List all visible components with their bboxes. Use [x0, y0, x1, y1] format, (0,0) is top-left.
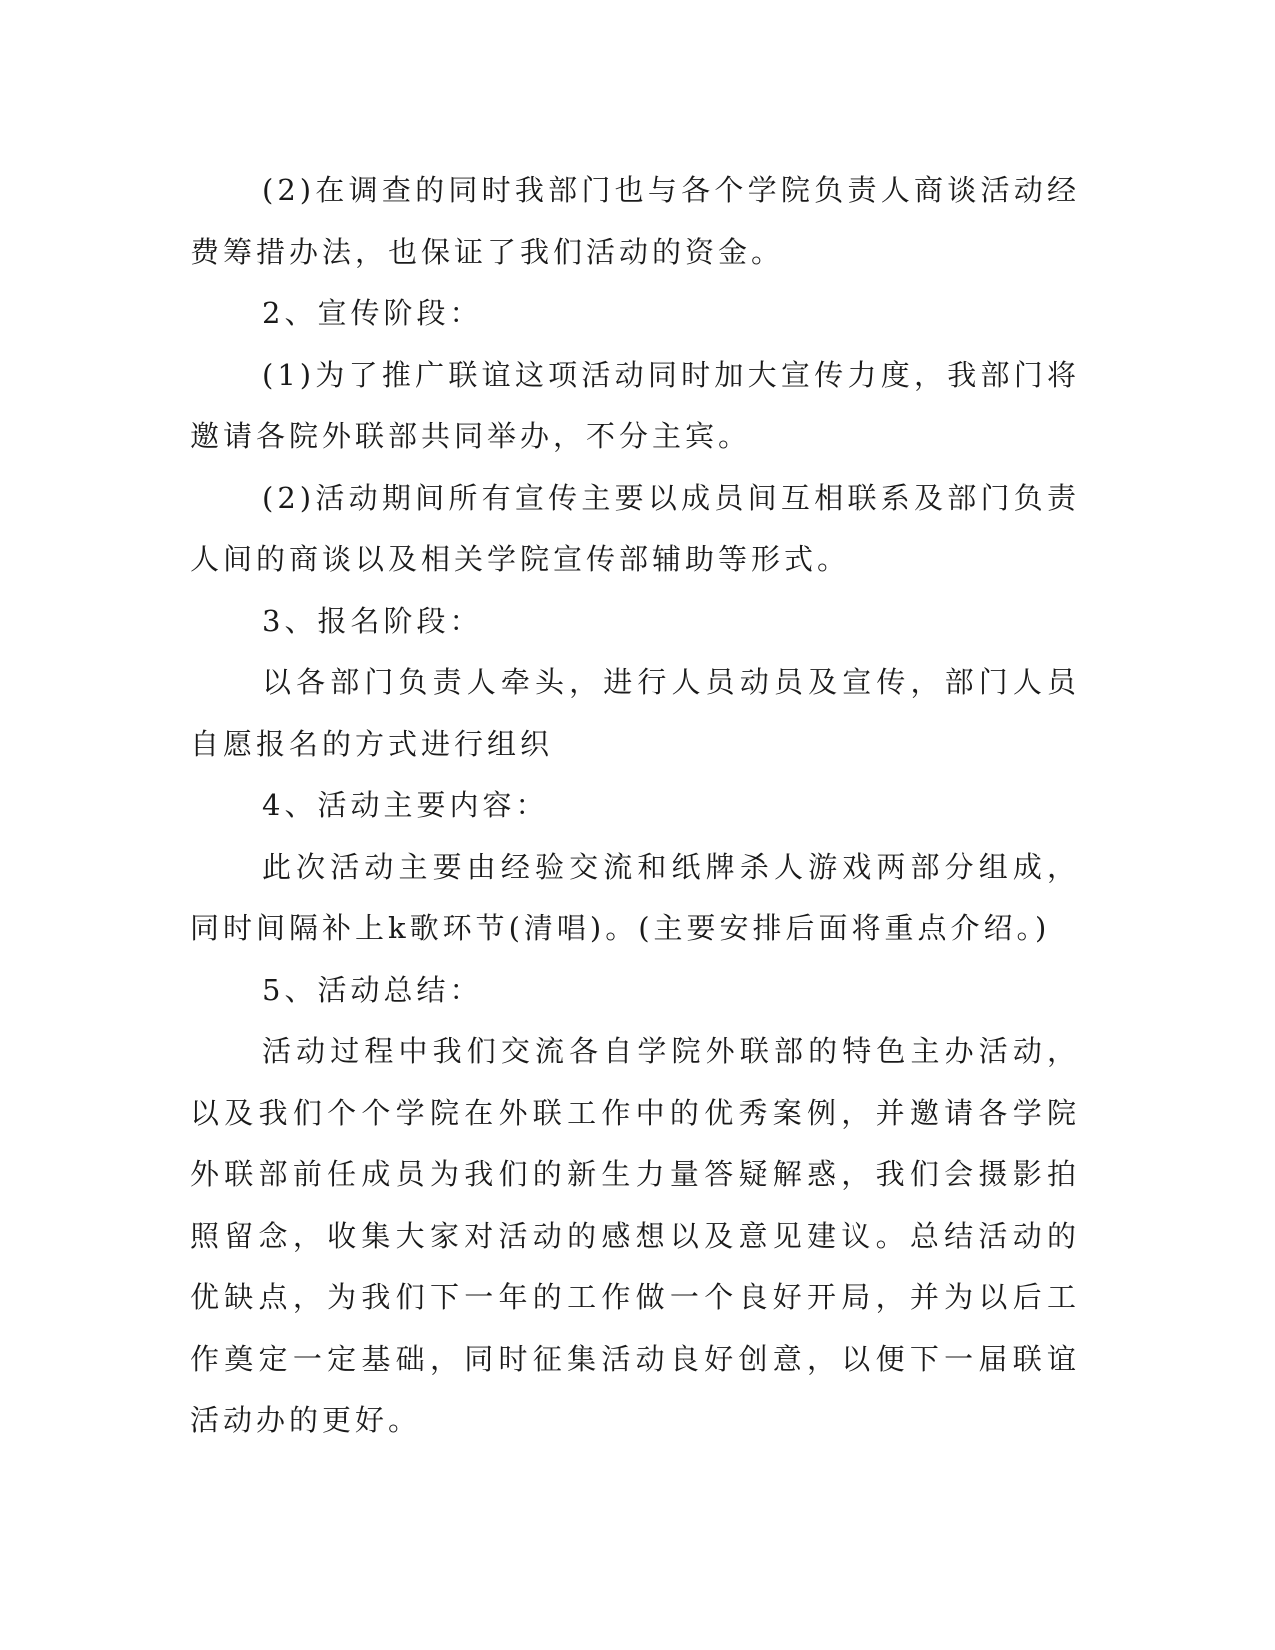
heading-summary: 5、活动总结：: [262, 972, 483, 1007]
document-body: [190, 160, 1080, 1452]
paragraph-main-content: 此次活动主要由经验交流和纸牌杀人游戏两部分组成，同时间隔补上k歌环节(清唱)。(主要安排后面将重点介绍。): [190, 849, 1080, 945]
paragraph-registration: 以各部门负责人牵头，进行人员动员及宣传，部门人员自愿报名的方式进行组织: [190, 665, 1080, 761]
heading-registration-stage: 3、报名阶段：: [262, 603, 483, 638]
paragraph-publicity-2: (2)活动期间所有宣传主要以成员间互相联系及部门负责人间的商谈以及相关学院宣传部辅助等形式。: [190, 480, 1080, 576]
paragraph-publicity-1: (1)为了推广联谊这项活动同时加大宣传力度，我部门将邀请各院外联部共同举办，不分主宾。: [190, 357, 1080, 453]
paragraph-funding: (2)在调查的同时我部门也与各个学院负责人商谈活动经费筹措办法，也保证了我们活动的资金。: [190, 173, 1080, 269]
paragraph-summary: 活动过程中我们交流各自学院外联部的特色主办活动，以及我们个个学院在外联工作中的优秀案例，并邀请各学院外联部前任成员为我们的新生力量答疑解惑，我们会摄影拍照留念，收集大家对活动的感想以及意见建议。总结活动的优缺点，为我们下一年的工作做一个良好开局，并为以后工作奠定一定基础，同时征集活动良好创意，以便下一届联谊活动办的更好。: [190, 1034, 1080, 1437]
heading-publicity-stage: 2、宣传阶段：: [262, 296, 483, 330]
heading-main-content: 4、活动主要内容：: [262, 788, 549, 822]
